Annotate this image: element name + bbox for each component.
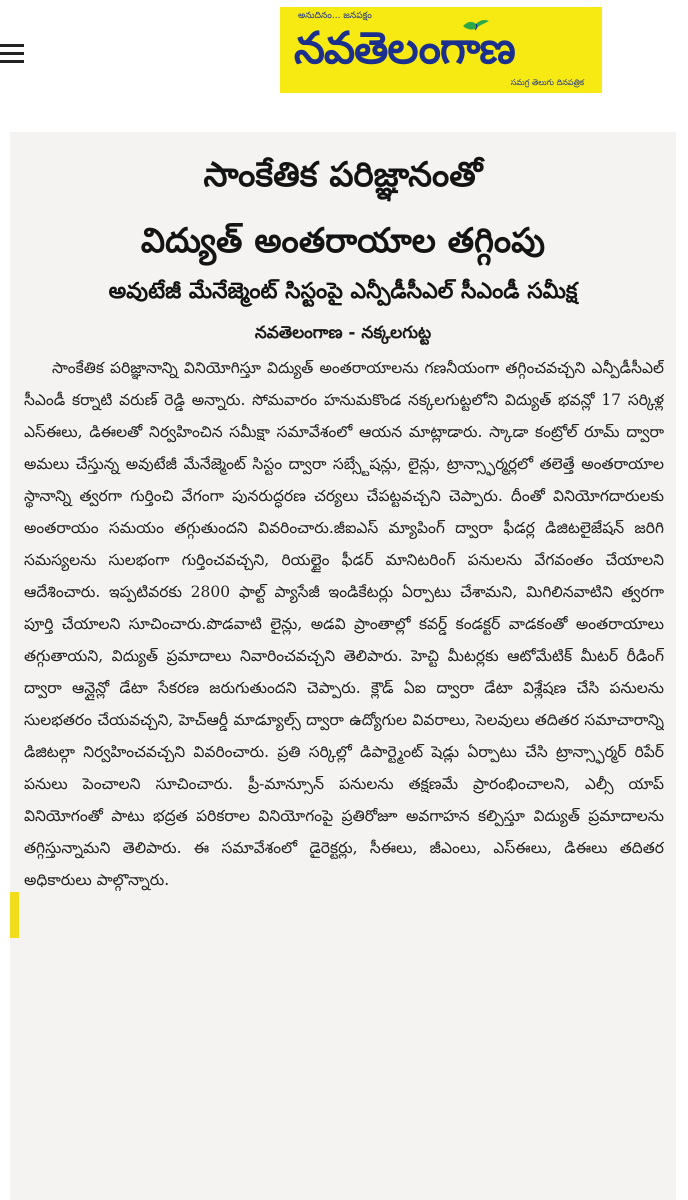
headline-line-2: విద్యుత్ అంతరాయాల తగ్గింపు [140, 221, 546, 261]
top-bar [0, 0, 688, 104]
headline-line-1: సాంకేతిక పరిజ్ఞానంతో [203, 155, 483, 195]
logo-name: నవతెలంగాణ [294, 23, 515, 74]
newspaper-logo[interactable] [280, 7, 602, 93]
article-body: సాంకేతిక పరిజ్ఞానాన్ని వినియోగిస్తూ విద్యుత్ అంతరాయాలను గణనీయంగా తగ్గించవచ్చని ఎన్పీడీసీఎల్ సీఎండీ కర్నాటి వరుణ్ రెడ్డి అన్నారు. సోమవారం హనుమకొండ నక్కలగుట్టలోని విద్యుత్ భవన్లో 17 సర్కిళ్ల ఎస్ఈలు, డిఈలతో నిర్వహించిన సమీక్షా సమావేశంలో ఆయన మాట్లాడారు. స్కాడా కంట్రోల్ రూమ్ ద్వారా అమలు చేస్తున్న అవుటేజీ మేనేజ్మెంట్ సిస్టం ద్వారా సబ్స్టేషన్లు, లైన్లు, ట్రాన్స్ఫార్మర్లలో తలెత్తే అంతరాయాల స్థానాన్ని త్వరగా గుర్తించి వేగంగా పునరుద్ధరణ చర్యలు చేపట్టవచ్చని చెప్పారు. దీంతో వినియోగదారులకు అంతరాయం సమయం తగ్గుతుందని వివరించారు.జీఐఎస్ మ్యాపింగ్ ద్వారా ఫీడర్ల డిజిటలైజేషన్ జరిగి సమస్యలను సులభంగా గుర్తించవచ్చని, రియల్టైం ఫీడర్ మానిటరింగ్ పనులను వేగవంతం చేయాలని ఆదేశించారు. ఇప్పటివరకు 2800 ఫాల్ట్ ప్యాసేజీ ఇండికేటర్లు ఏర్పాటు చేశామని, మిగిలినవాటిని త్వరగా పూర్తి చేయాలని సూచించారు.పొడవాటి లైన్లు, అడవి ప్రాంతాల్లో కవర్డ్ కండక్టర్ వాడకంతో అంతరాయాలు తగ్గుతాయని, విద్యుత్ ప్రమాదాలు నివారించవచ్చని తెలిపారు. హెచ్టి మీటర్లకు ఆటోమేటిక్ మీటర్ రీడింగ్ ద్వారా ఆన్లైన్లో డేటా సేకరణ జరుగుతుందని చెప్పారు. క్లౌడ్ ఏఐ ద్వారా డేటా విశ్లేషణ చేసి పనులను సులభతరం చేయవచ్చని, హెచ్ఆర్డీ మాడ్యూల్స్ ద్వారా ఉద్యోగుల వివరాలు, సెలవులు తదితర సమాచారాన్ని డిజిటల్గా నిర్వహించవచ్చని వివరించారు. ప్రతి సర్కిల్లో డిపార్ట్మెంట్ షెడ్లు ఏర్పాటు చేసి ట్రాన్స్ఫార్మర్ రిపేర్ పనులు పెంచాలని సూచించారు. ప్రీ-మాన్సూన్ పనులను తక్షణమే ప్రారంభించాలని, ఎల్సీ యాప్ వినియోగంతో పాటు భద్రత పరికరాల వినియోగంపై ప్రతిరోజూ అవగాహన కల్పిస్తూ విద్యుత్ ప్రమాదాలను తగ్గిస్తున్నామని తెలిపారు. ఈ సమావేశంలో డైరెక్టర్లు, సీఈలు, జీఎంలు, ఎస్ఈలు, డిఈలు తదితర అధికారులు పాల్గొన్నారు. [24, 359, 664, 889]
logo-subtitle: సమగ్ర తెలుగు దినపత్రిక [510, 78, 584, 87]
newspaper-clipping [10, 132, 676, 1200]
subheadline: అవుటేజీ మేనేజ్మెంట్ సిస్టంపై ఎన్పీడీసీఎల్ సీఎండీ సమీక్ష [108, 279, 578, 304]
dateline: నవతెలంగాణ - నక్కలగుట్ట [254, 323, 432, 343]
logo-tagline: అనుదినం... జనపక్షం [298, 11, 372, 21]
hamburger-menu-icon[interactable] [0, 40, 26, 66]
clipping-edge-highlight [10, 892, 19, 938]
